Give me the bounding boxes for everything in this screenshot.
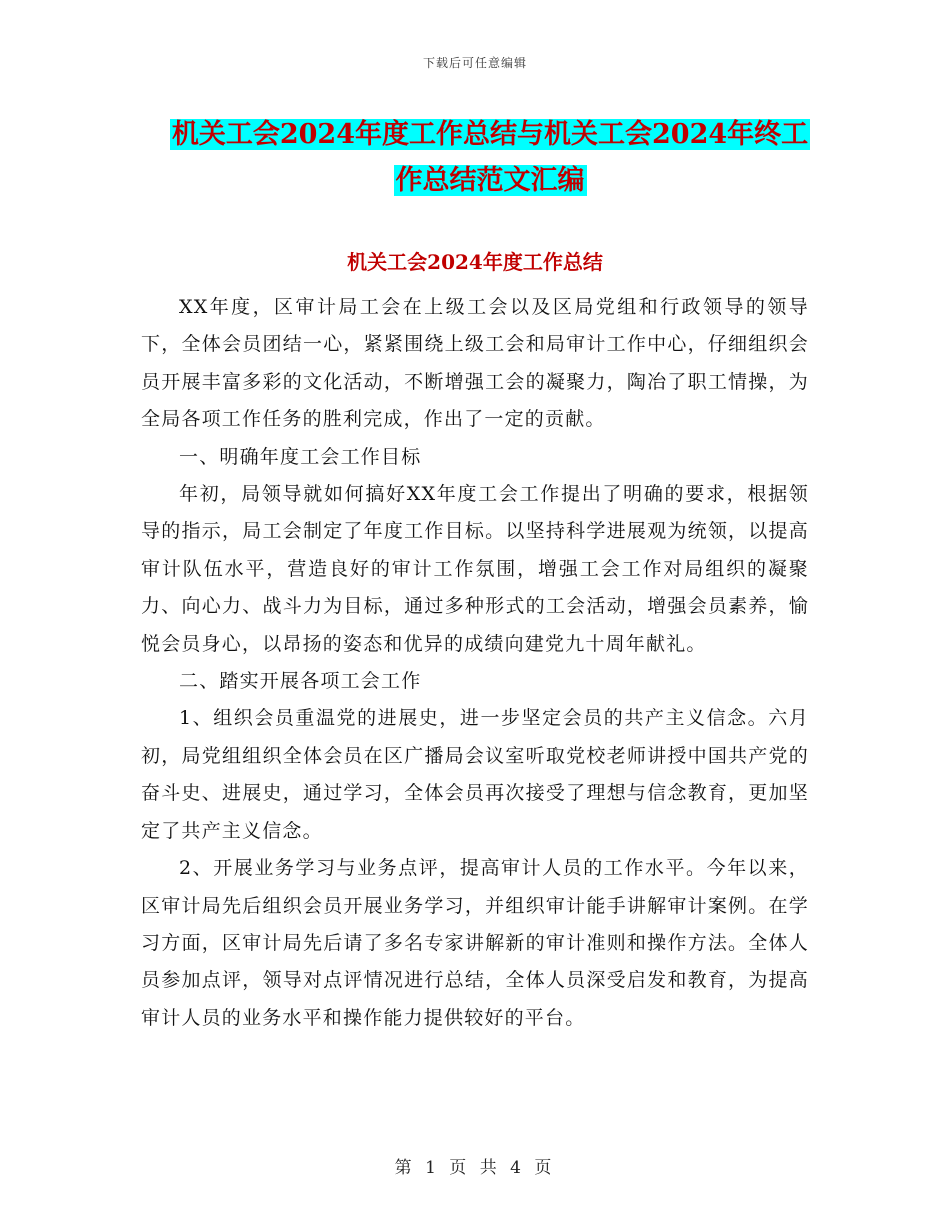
heading-1: 一、明确年度工会工作目标 [179, 445, 422, 468]
document-body [141, 289, 809, 1037]
section-title: 机关工会2024年度工作总结 [347, 250, 603, 274]
paragraph-intro: XX年度，区审计局工会在上级工会以及区局党组和行政领导的领导下，全体会员团结一心，紧紧围绕上级工会和局审计工作中心，仔细组织会员开展丰富多彩的文化活动，不断增强工会的凝聚力，陶冶了职工情操，为全局各项工作任务的胜利完成，作出了一定的贡献。 [141, 296, 809, 431]
paragraph-item-2: 2、开展业务学习与业务点评，提高审计人员的工作水平。今年以来，区审计局先后组织会员开展业务学习，并组织审计能手讲解审计案例。在学习方面，区审计局先后请了多名专家讲解新的审计准则和操作方法。全体人员参加点评，领导对点评情况进行总结，全体人员深受启发和教育，为提高审计人员的业务水平和操作能力提供较好的平台。 [141, 857, 809, 1029]
heading-2: 二、踏实开展各项工会工作 [179, 670, 422, 693]
paragraph-goals: 年初，局领导就如何搞好XX年度工会工作提出了明确的要求，根据领导的指示，局工会制定了年度工作目标。以坚持科学进展观为统领，以提高审计队伍水平，营造良好的审计工作氛围，增强工会工作对局组织的凝聚力、向心力、战斗力为目标，通过多种形式的工会活动，增强会员素养，愉悦会员身心，以昂扬的姿态和优异的成绩向建党九十周年献礼。 [141, 483, 809, 655]
document-title-line-1: 机关工会2024年度工作总结与机关工会2024年终工 [171, 119, 809, 150]
document-title-line-2: 作总结范文汇编 [395, 165, 585, 196]
document-title [140, 112, 840, 204]
paragraph-item-1: 1、组织会员重温党的进展史，进一步坚定会员的共产主义信念。六月初，局党组组织全体会员在区广播局会议室听取党校老师讲授中国共产党的奋斗史、进展史，通过学习，全体会员再次接受了理想与信念教育，更加坚定了共产主义信念。 [141, 707, 809, 842]
header-note: 下载后可任意编辑 [422, 56, 527, 70]
page-number: 第 1 页 共 4 页 [394, 1158, 556, 1178]
